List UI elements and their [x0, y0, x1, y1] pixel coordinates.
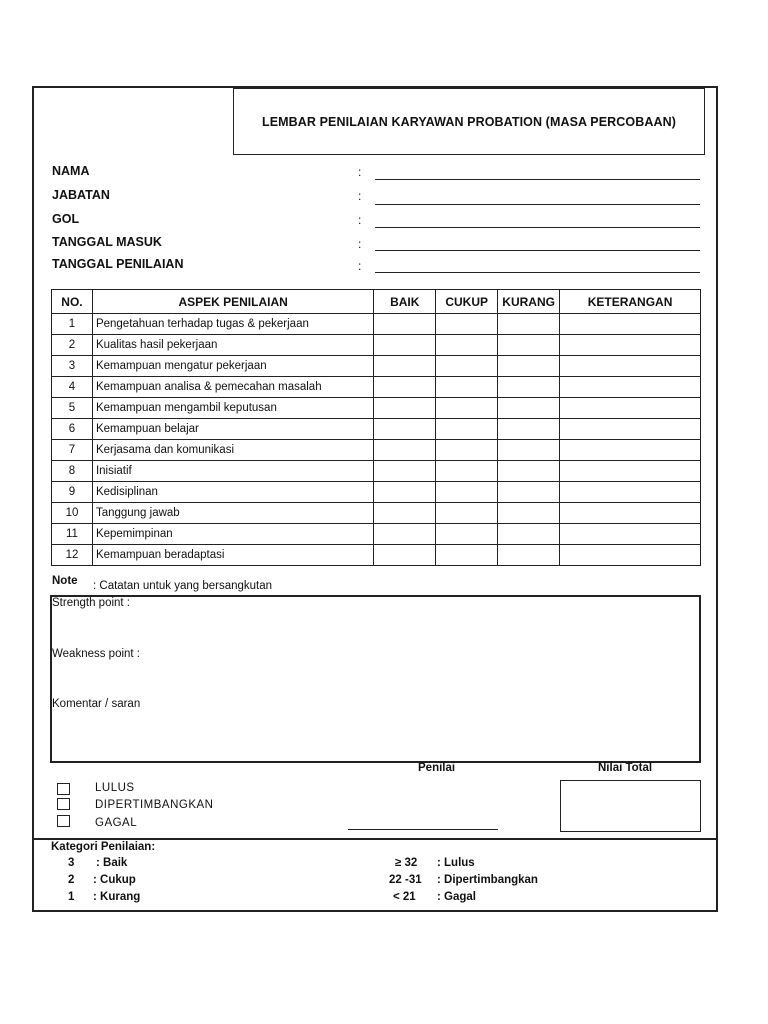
- kategori-title: Kategori Penilaian:: [51, 841, 156, 853]
- row-cukup-cell[interactable]: [436, 314, 498, 335]
- kategori-result: : Dipertimbangkan: [437, 874, 538, 886]
- row-cukup-cell[interactable]: [436, 377, 498, 398]
- header-cukup: CUKUP: [436, 290, 498, 314]
- dipertimbangkan-label: DIPERTIMBANGKAN: [95, 799, 214, 811]
- row-baik-cell[interactable]: [374, 503, 436, 524]
- row-keterangan-cell[interactable]: [560, 377, 701, 398]
- header-keterangan: KETERANGAN: [560, 290, 701, 314]
- table-row: [52, 314, 701, 335]
- row-aspek: Kualitas hasil pekerjaan: [92, 335, 373, 356]
- row-aspek: Kemampuan mengatur pekerjaan: [92, 356, 373, 377]
- kategori-score: 3: [68, 857, 75, 869]
- kategori-label: : Cukup: [93, 874, 136, 886]
- row-aspek: Pengetahuan terhadap tugas & pekerjaan: [92, 314, 373, 335]
- row-aspek: Kemampuan mengambil keputusan: [92, 398, 373, 419]
- header-aspek: ASPEK PENILAIAN: [92, 290, 373, 314]
- komentar-saran-label: Komentar / saran: [52, 698, 141, 710]
- kategori-score: 1: [68, 891, 75, 903]
- row-number: 6: [52, 419, 93, 440]
- row-number: 8: [52, 461, 93, 482]
- row-baik-cell[interactable]: [374, 398, 436, 419]
- row-cukup-cell[interactable]: [436, 503, 498, 524]
- field-line-nama[interactable]: [375, 179, 700, 180]
- row-keterangan-cell[interactable]: [560, 440, 701, 461]
- row-keterangan-cell[interactable]: [560, 545, 701, 566]
- row-aspek: Kerjasama dan komunikasi: [92, 440, 373, 461]
- nilai-total-box[interactable]: [560, 780, 701, 832]
- row-keterangan-cell[interactable]: [560, 503, 701, 524]
- field-colon: :: [358, 165, 362, 179]
- row-aspek: Kemampuan belajar: [92, 419, 373, 440]
- section-divider: [32, 838, 718, 840]
- row-number: 1: [52, 314, 93, 335]
- row-baik-cell[interactable]: [374, 545, 436, 566]
- dipertimbangkan-checkbox[interactable]: [57, 798, 70, 810]
- row-number: 2: [52, 335, 93, 356]
- header-no: NO.: [52, 290, 93, 314]
- row-baik-cell[interactable]: [374, 461, 436, 482]
- row-number: 7: [52, 440, 93, 461]
- table-row: [52, 356, 701, 377]
- nilai-total-label: Nilai Total: [598, 762, 653, 774]
- table-row: [52, 545, 701, 566]
- row-baik-cell[interactable]: [374, 377, 436, 398]
- table-row: [52, 377, 701, 398]
- field-label-jabatan: JABATAN: [52, 188, 110, 202]
- row-kurang-cell[interactable]: [498, 335, 560, 356]
- penilai-label: Penilai: [418, 762, 456, 774]
- row-number: 9: [52, 482, 93, 503]
- table-row: [52, 398, 701, 419]
- header-baik: BAIK: [374, 290, 436, 314]
- row-baik-cell[interactable]: [374, 440, 436, 461]
- form-title: LEMBAR PENILAIAN KARYAWAN PROBATION (MASA PERCOBAAN): [233, 88, 705, 155]
- field-line-tanggal-penilaian[interactable]: [375, 272, 700, 273]
- comment-box[interactable]: [50, 595, 701, 763]
- row-aspek: Kepemimpinan: [92, 524, 373, 545]
- field-label-gol: GOL: [52, 212, 80, 226]
- row-cukup-cell[interactable]: [436, 398, 498, 419]
- field-line-gol[interactable]: [375, 227, 700, 228]
- table-row: [52, 461, 701, 482]
- row-number: 5: [52, 398, 93, 419]
- field-label-nama: NAMA: [52, 164, 90, 178]
- note-text: : Catatan untuk yang bersangkutan: [93, 580, 273, 592]
- row-cukup-cell[interactable]: [436, 545, 498, 566]
- row-kurang-cell[interactable]: [498, 314, 560, 335]
- row-cukup-cell[interactable]: [436, 356, 498, 377]
- row-number: 12: [52, 545, 93, 566]
- row-aspek: Inisiatif: [92, 461, 373, 482]
- row-baik-cell[interactable]: [374, 419, 436, 440]
- field-colon: :: [358, 189, 362, 203]
- row-kurang-cell[interactable]: [498, 461, 560, 482]
- field-colon: :: [358, 213, 362, 227]
- table-row: [52, 503, 701, 524]
- kategori-result: : Lulus: [437, 857, 475, 869]
- row-baik-cell[interactable]: [374, 482, 436, 503]
- row-keterangan-cell[interactable]: [560, 524, 701, 545]
- row-aspek: Tanggung jawab: [92, 503, 373, 524]
- field-label-tanggal-masuk: TANGGAL MASUK: [52, 235, 162, 249]
- row-baik-cell[interactable]: [374, 524, 436, 545]
- kategori-score: 2: [68, 874, 75, 886]
- field-colon: :: [358, 237, 362, 251]
- table-row: [52, 440, 701, 461]
- weakness-point-label: Weakness point :: [52, 648, 141, 660]
- row-baik-cell[interactable]: [374, 356, 436, 377]
- field-line-jabatan[interactable]: [375, 204, 700, 205]
- row-keterangan-cell[interactable]: [560, 398, 701, 419]
- row-keterangan-cell[interactable]: [560, 356, 701, 377]
- field-colon: :: [358, 259, 362, 273]
- row-keterangan-cell[interactable]: [560, 419, 701, 440]
- row-kurang-cell[interactable]: [498, 377, 560, 398]
- lulus-label: LULUS: [95, 782, 135, 794]
- kategori-range: 22 -31: [389, 874, 422, 886]
- table-row: [52, 482, 701, 503]
- row-keterangan-cell[interactable]: [560, 482, 701, 503]
- field-line-tanggal-masuk[interactable]: [375, 250, 700, 251]
- row-cukup-cell[interactable]: [436, 440, 498, 461]
- kategori-label: : Kurang: [93, 891, 141, 903]
- header-kurang: KURANG: [498, 290, 560, 314]
- row-number: 11: [52, 524, 93, 545]
- table-row: [52, 524, 701, 545]
- kategori-result: : Gagal: [437, 891, 476, 903]
- assessment-table: [51, 289, 701, 566]
- row-baik-cell[interactable]: [374, 335, 436, 356]
- strength-point-label: Strength point :: [52, 597, 130, 609]
- row-kurang-cell[interactable]: [498, 524, 560, 545]
- gagal-label: GAGAL: [95, 817, 138, 829]
- kategori-label: : Baik: [96, 857, 128, 869]
- row-cukup-cell[interactable]: [436, 335, 498, 356]
- note-label: Note: [52, 575, 78, 587]
- row-cukup-cell[interactable]: [436, 461, 498, 482]
- kategori-range: ≥ 32: [395, 857, 418, 869]
- table-row: [52, 419, 701, 440]
- row-number: 4: [52, 377, 93, 398]
- row-aspek: Kedisiplinan: [92, 482, 373, 503]
- row-kurang-cell[interactable]: [498, 503, 560, 524]
- row-aspek: Kemampuan analisa & pemecahan masalah: [92, 377, 373, 398]
- row-kurang-cell[interactable]: [498, 545, 560, 566]
- row-number: 10: [52, 503, 93, 524]
- row-keterangan-cell[interactable]: [560, 314, 701, 335]
- row-kurang-cell[interactable]: [498, 482, 560, 503]
- row-cukup-cell[interactable]: [436, 524, 498, 545]
- row-kurang-cell[interactable]: [498, 398, 560, 419]
- table-row: [52, 335, 701, 356]
- row-keterangan-cell[interactable]: [560, 461, 701, 482]
- penilai-signature-line[interactable]: [348, 829, 498, 830]
- lulus-checkbox[interactable]: [57, 783, 70, 795]
- row-kurang-cell[interactable]: [498, 419, 560, 440]
- table-header-row: [52, 290, 701, 314]
- row-kurang-cell[interactable]: [498, 440, 560, 461]
- gagal-checkbox[interactable]: [57, 815, 70, 827]
- kategori-range: < 21: [393, 891, 416, 903]
- field-label-tanggal-penilaian: TANGGAL PENILAIAN: [52, 257, 184, 271]
- row-number: 3: [52, 356, 93, 377]
- row-keterangan-cell[interactable]: [560, 335, 701, 356]
- row-cukup-cell[interactable]: [436, 482, 498, 503]
- row-kurang-cell[interactable]: [498, 356, 560, 377]
- row-baik-cell[interactable]: [374, 314, 436, 335]
- row-cukup-cell[interactable]: [436, 419, 498, 440]
- row-aspek: Kemampuan beradaptasi: [92, 545, 373, 566]
